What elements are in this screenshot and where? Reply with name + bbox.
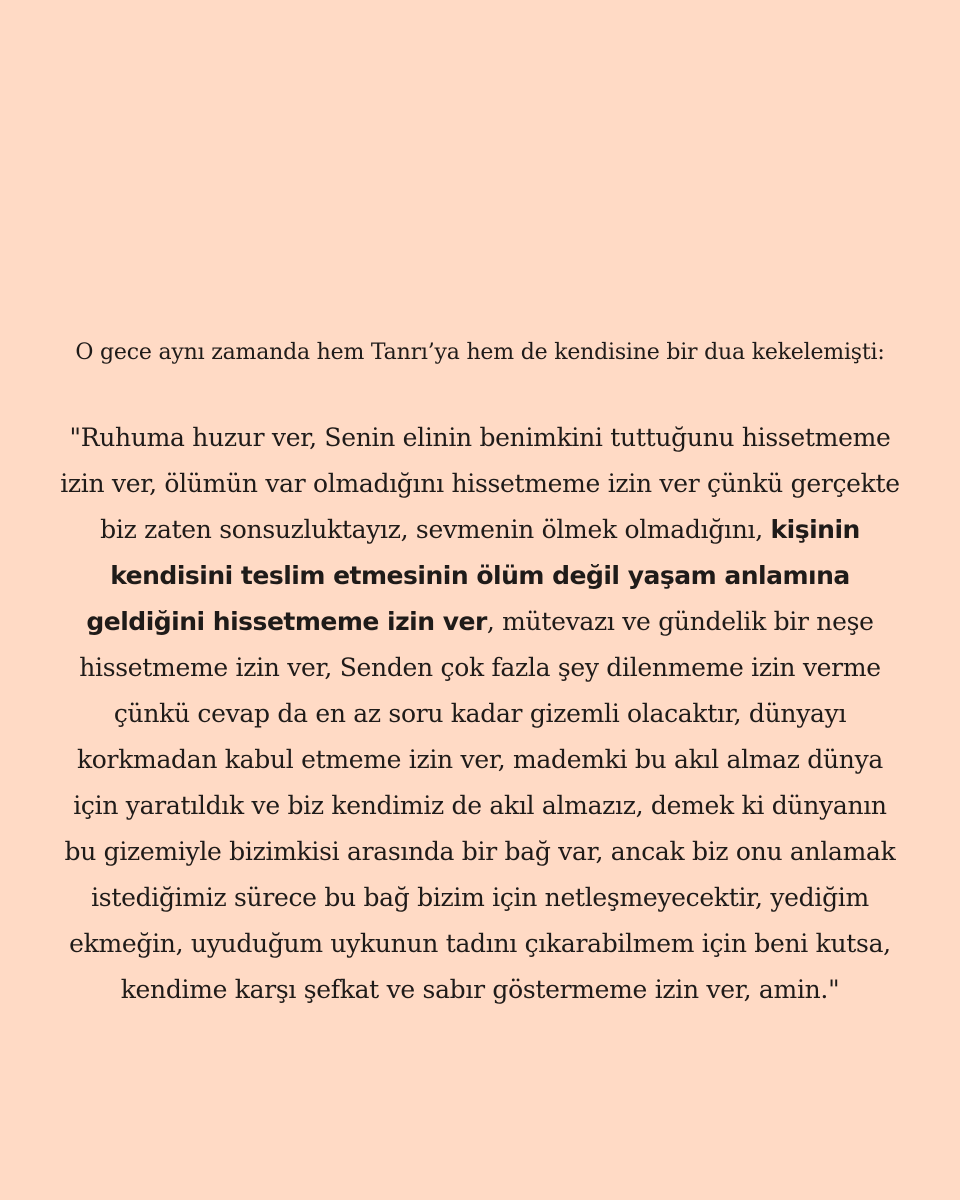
prayer-quote-part-1: "Ruhuma huzur ver, Senin elinin benimkini tuttuğunu hissetmeme izin ver, ölümün var olmadığını hissetmeme izin ver çünkü gerçekte biz zaten sonsuzluktayız, sevmenin ölmek olmadığını,	[60, 423, 900, 544]
prayer-quote	[60, 415, 900, 1013]
intro-text: O gece aynı zamanda hem Tanrı’ya hem de kendisine bir dua kekelemişti:	[75, 340, 885, 365]
prayer-quote-part-2: , mütevazı ve gündelik bir neşe hissetmeme izin ver, Senden çok fazla şey dilenmeme izin verme çünkü cevap da en az soru kadar gizemli olacaktır, dünyayı korkmadan kabul etmeme izin ver, mademki bu akıl almaz dünya için yaratıldık ve biz kendimiz de akıl almazız, demek ki dünyanın bu gizemiyle bizimkisi arasında bir bağ var, ancak biz onu anlamak istediğimiz sürece bu bağ bizim için netleşmeyecektir, yediğim ekmeğin, uyuduğum uykunun tadını çıkarabilmem için beni kutsa, kendime karşı şefkat ve sabır göstermeme izin ver, amin."	[64, 607, 896, 1004]
prayer-quote-bold: kişinin kendisini teslim etmesinin ölüm değil yaşam anlamına geldiğini hissetmeme izin ver	[86, 515, 860, 636]
